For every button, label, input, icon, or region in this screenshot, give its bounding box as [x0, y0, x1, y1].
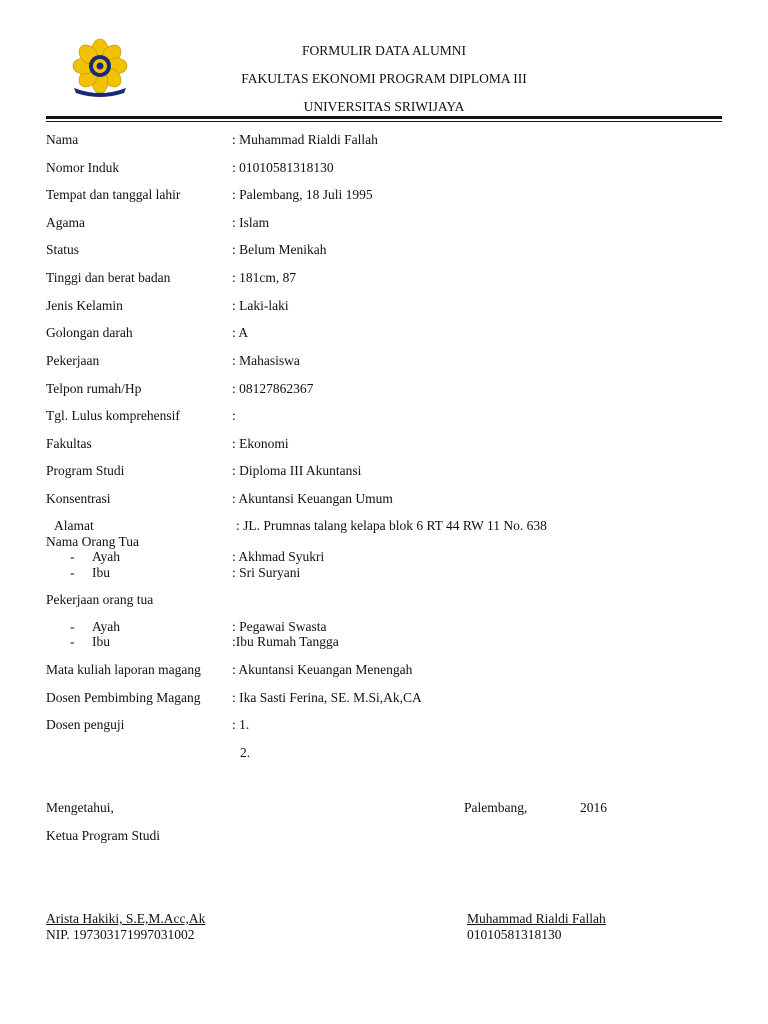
father-job: : Pegawai Swasta: [232, 619, 327, 634]
parents-name-label: Nama Orang Tua: [46, 534, 139, 549]
field-label: Agama: [46, 215, 85, 230]
list-dash: -: [70, 549, 75, 564]
university-title: UNIVERSITAS SRIWIJAYA: [303, 99, 465, 114]
field-value: : A: [232, 325, 249, 340]
field-value: : 01010581318130: [232, 160, 334, 175]
field-label: Tgl. Lulus komprehensif: [46, 408, 180, 423]
year-label: 2016: [580, 800, 607, 815]
field-value: :: [232, 408, 236, 423]
field-value: : 181cm, 87: [232, 270, 297, 285]
field-label: Program Studi: [46, 463, 125, 478]
field-value: : Ekonomi: [232, 436, 289, 451]
field-label: Jenis Kelamin: [46, 298, 123, 313]
faculty-title: FAKULTAS EKONOMI PROGRAM DIPLOMA III: [241, 71, 527, 86]
mother-job-label: Ibu: [92, 634, 110, 649]
field-value: : Mahasiswa: [232, 353, 300, 368]
list-dash: -: [70, 565, 75, 580]
field-label: Nomor Induk: [46, 160, 120, 175]
field-label: Telpon rumah/Hp: [46, 381, 142, 396]
field-value: : Diploma III Akuntansi: [232, 463, 362, 478]
mother-name: : Sri Suryani: [232, 565, 301, 580]
field-label: Fakultas: [46, 436, 92, 451]
left-signer-name: Arista Hakiki, S.E,M.Acc,Ak: [46, 911, 206, 926]
field-label: Tempat dan tanggal lahir: [46, 187, 181, 202]
field-value: : Akuntansi Keuangan Menengah: [232, 662, 413, 677]
field-value: : Muhammad Rialdi Fallah: [232, 132, 378, 147]
list-dash: -: [70, 619, 75, 634]
field-value: : 08127862367: [232, 381, 314, 396]
right-signer-name: Muhammad Rialdi Fallah: [467, 911, 606, 926]
field-label: Dosen Pembimbing Magang: [46, 690, 201, 705]
acknowledged-label: Mengetahui,: [46, 800, 114, 815]
header-rule-thin: [46, 121, 722, 122]
form-title: FORMULIR DATA ALUMNI: [302, 43, 466, 58]
field-value: : Palembang, 18 Juli 1995: [232, 187, 373, 202]
field-value: : Belum Menikah: [232, 242, 327, 257]
alamat-label: Alamat: [54, 518, 94, 533]
alamat-value: : JL. Prumnas talang kelapa blok 6 RT 44 RW 11 No. 638: [236, 518, 547, 533]
place-label: Palembang,: [464, 800, 528, 815]
father-job-label: Ayah: [92, 619, 121, 634]
mother-job: :Ibu Rumah Tangga: [232, 634, 339, 649]
father-name: : Akhmad Syukri: [232, 549, 325, 564]
father-label: Ayah: [92, 549, 121, 564]
field-label: Mata kuliah laporan magang: [46, 662, 201, 677]
field-value: : Laki-laki: [232, 298, 289, 313]
left-signer-nip: NIP. 197303171997031002: [46, 927, 195, 942]
field-label: Status: [46, 242, 80, 257]
field-label: Nama: [46, 132, 79, 147]
field-label: Pekerjaan: [46, 353, 100, 368]
field-value: : Akuntansi Keuangan Umum: [232, 491, 393, 506]
list-dash: -: [70, 634, 75, 649]
field-label: Konsentrasi: [46, 491, 111, 506]
field-label: Tinggi dan berat badan: [46, 270, 171, 285]
mother-label: Ibu: [92, 565, 110, 580]
examiner-2: 2.: [240, 745, 251, 760]
field-label: Golongan darah: [46, 325, 133, 340]
header-rule-thick: [46, 116, 722, 119]
head-of-program-label: Ketua Program Studi: [46, 828, 160, 843]
field-label: Dosen penguji: [46, 717, 125, 732]
field-value: : 1.: [232, 717, 250, 732]
field-value: : Ika Sasti Ferina, SE. M.Si,Ak,CA: [232, 690, 422, 705]
parents-job-label: Pekerjaan orang tua: [46, 592, 154, 607]
right-signer-nip: 01010581318130: [467, 927, 562, 942]
field-value: : Islam: [232, 215, 270, 230]
